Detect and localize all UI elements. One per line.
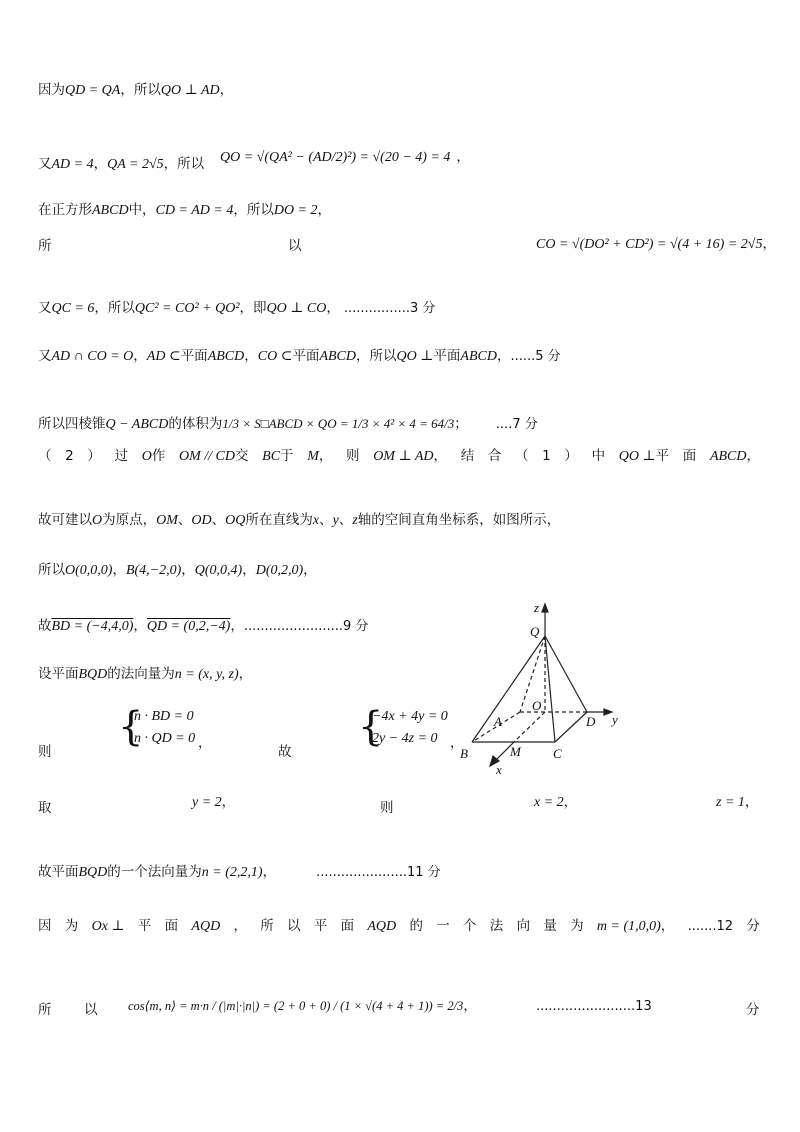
line-14-then: 则 [380, 800, 394, 816]
formula-qo: QO = √(QA² − (AD/2)²) = √(20 − 4) = 4 ， [220, 149, 470, 165]
line-15: 故平面BQD的一个法向量为n = (2,2,1)， ......................11 分 [38, 864, 441, 880]
line-17-pts: ........................13 [536, 999, 652, 1014]
label-z: z [534, 600, 540, 615]
line-4: 所 [38, 238, 52, 254]
label-d: D [586, 714, 596, 729]
edge-qb [472, 636, 545, 742]
om-line [514, 712, 545, 742]
edge-cd [555, 712, 587, 742]
line-6: 又AD ∩ CO = O，AD ⊂平面ABCD，CO ⊂平面ABCD，所以QO ⊥平面ABCD，......5 分 [38, 348, 561, 364]
line-16: 因 为 Ox ⊥ 平 面 AQD ， 所 以 平 面 AQD 的 一 个 法 向 量 为 m = (1,0,0)， .......12 分 [38, 918, 760, 934]
line-8: （ 2 ） 过 O作 OM // CD交 BC于 M， 则 OM ⊥ AD， 结 合 （ 1 ） 中 QO ⊥平 面 ABCD， [38, 448, 760, 464]
line-14-take: 取 [38, 800, 52, 816]
label-m: M [510, 744, 521, 759]
line-9: 故可建以O为原点，OM、OD、OQ所在直线为x、y、z轴的空间直角坐标系，如图所示， [38, 512, 561, 528]
line-14-y: y = 2， [192, 794, 236, 810]
label-b: B [460, 746, 468, 761]
line-13-so: 故 [278, 744, 292, 760]
formula-cos: cos⟨m, n⟩ = m·n / (|m|·|n|) = (2 + 0 + 0) / (1 × √(4 + 4 + 1)) = 2/3， [128, 998, 477, 1014]
line-14-x: x = 2， [534, 794, 578, 810]
label-c: C [553, 746, 562, 761]
line-10: 所以O(0,0,0)，B(4,−2,0)，Q(0,0,4)，D(0,2,0)， [38, 562, 317, 578]
label-o: O [532, 698, 542, 713]
line-11: 故BD = (−4,4,0)，QD = (0,2,−4)，........................9 分 [38, 618, 369, 634]
line-1: 因为QD = QA，所以QO ⊥ AD， [38, 82, 234, 98]
label-a: A [494, 714, 502, 729]
line-7: 所以四棱锥Q − ABCD的体积为1/3 × S□ABCD × QO = 1/3 × 4² × 4 = 64/3； ....7 分 [38, 416, 538, 432]
pyramid-figure [452, 600, 632, 780]
label-y: y [612, 712, 618, 727]
label-x: x [496, 762, 502, 777]
line-17-so: 所 [38, 1002, 52, 1018]
z-arrow [542, 604, 548, 612]
y-arrow [604, 709, 612, 715]
line-14-z: z = 1， [716, 794, 759, 810]
line-3: 在正方形ABCD中，CD = AD = 4，所以DO = 2， [38, 202, 331, 218]
line-13-then: 则 [38, 744, 52, 760]
formula-co: CO = √(DO² + CD²) = √(4 + 16) = 2√5， [536, 236, 776, 252]
line-17-fen: 分 [746, 1002, 760, 1018]
line-2: 又AD = 4，QA = 2√5，所以 [38, 156, 205, 172]
line-5: 又QC = 6，所以QC² = CO² + QO²，即QO ⊥ CO， ................3 分 [38, 300, 436, 316]
label-q: Q [530, 624, 540, 639]
line-4-b: 以 [288, 238, 302, 254]
line-12: 设平面BQD的法向量为n = (x, y, z)， [38, 666, 253, 682]
line-17-yi: 以 [84, 1002, 98, 1018]
